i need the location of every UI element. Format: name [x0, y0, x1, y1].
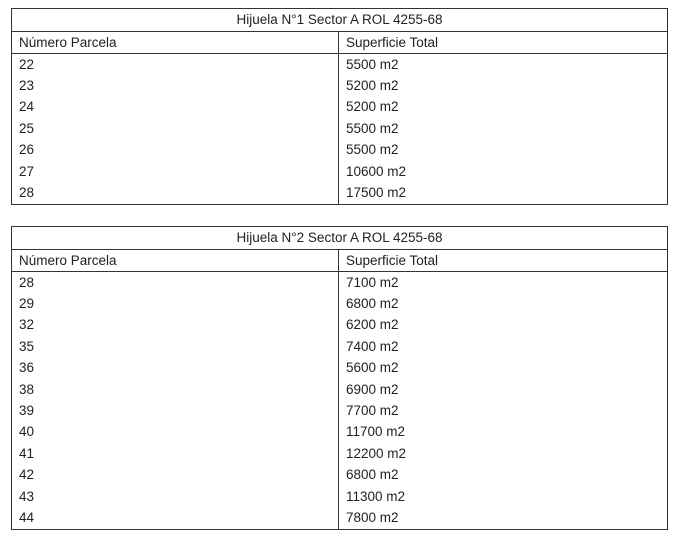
cell-parcel-number: 41 [12, 443, 339, 464]
cell-total-area: 5600 m2 [339, 358, 668, 379]
cell-total-area: 6200 m2 [339, 315, 668, 336]
cell-total-area: 5200 m2 [339, 75, 668, 96]
table-title: Hijuela N°1 Sector A ROL 4255-68 [12, 9, 668, 32]
table-row [12, 336, 668, 357]
cell-total-area: 5500 m2 [339, 118, 668, 139]
cell-parcel-number: 28 [12, 272, 339, 294]
cell-parcel-number: 29 [12, 293, 339, 314]
table-row [12, 400, 668, 421]
cell-parcel-number: 28 [12, 182, 339, 204]
column-header-parcel-number: Número Parcela [12, 32, 339, 54]
cell-parcel-number: 42 [12, 465, 339, 486]
table-row [12, 140, 668, 161]
table-row [12, 75, 668, 96]
cell-total-area: 11300 m2 [339, 486, 668, 507]
table-row [12, 293, 668, 314]
table-title-row [12, 9, 668, 32]
table-header-row [12, 32, 668, 54]
cell-total-area: 6900 m2 [339, 379, 668, 400]
table-body [12, 54, 668, 205]
table-row [12, 486, 668, 507]
table-row [12, 422, 668, 443]
cell-parcel-number: 22 [12, 54, 339, 76]
table-row [12, 272, 668, 294]
cell-parcel-number: 43 [12, 486, 339, 507]
table-row [12, 443, 668, 464]
cell-total-area: 6800 m2 [339, 465, 668, 486]
table-title: Hijuela N°2 Sector A ROL 4255-68 [12, 227, 668, 250]
table-row [12, 358, 668, 379]
cell-total-area: 10600 m2 [339, 161, 668, 182]
cell-total-area: 7400 m2 [339, 336, 668, 357]
cell-total-area: 17500 m2 [339, 182, 668, 204]
cell-parcel-number: 27 [12, 161, 339, 182]
cell-total-area: 6800 m2 [339, 293, 668, 314]
cell-total-area: 5500 m2 [339, 54, 668, 76]
cell-parcel-number: 38 [12, 379, 339, 400]
cell-total-area: 7700 m2 [339, 400, 668, 421]
table-row [12, 161, 668, 182]
table-title-row [12, 227, 668, 250]
column-header-total-area: Superficie Total [339, 32, 668, 54]
table-row [12, 118, 668, 139]
table-row [12, 507, 668, 529]
cell-parcel-number: 23 [12, 75, 339, 96]
column-header-total-area: Superficie Total [339, 250, 668, 272]
table-body [12, 272, 668, 530]
table-row [12, 97, 668, 118]
parcel-table-hijuela-1 [11, 8, 668, 205]
table-row [12, 379, 668, 400]
parcel-table-hijuela-2 [11, 226, 668, 530]
cell-parcel-number: 24 [12, 97, 339, 118]
cell-total-area: 7100 m2 [339, 272, 668, 294]
table-row [12, 54, 668, 76]
cell-total-area: 5500 m2 [339, 140, 668, 161]
cell-parcel-number: 35 [12, 336, 339, 357]
cell-parcel-number: 25 [12, 118, 339, 139]
cell-parcel-number: 32 [12, 315, 339, 336]
cell-total-area: 12200 m2 [339, 443, 668, 464]
table-row [12, 465, 668, 486]
cell-parcel-number: 40 [12, 422, 339, 443]
table-header-row [12, 250, 668, 272]
cell-parcel-number: 36 [12, 358, 339, 379]
cell-parcel-number: 44 [12, 507, 339, 529]
cell-total-area: 5200 m2 [339, 97, 668, 118]
cell-parcel-number: 39 [12, 400, 339, 421]
cell-total-area: 11700 m2 [339, 422, 668, 443]
table-row [12, 315, 668, 336]
cell-parcel-number: 26 [12, 140, 339, 161]
column-header-parcel-number: Número Parcela [12, 250, 339, 272]
table-row [12, 182, 668, 204]
cell-total-area: 7800 m2 [339, 507, 668, 529]
